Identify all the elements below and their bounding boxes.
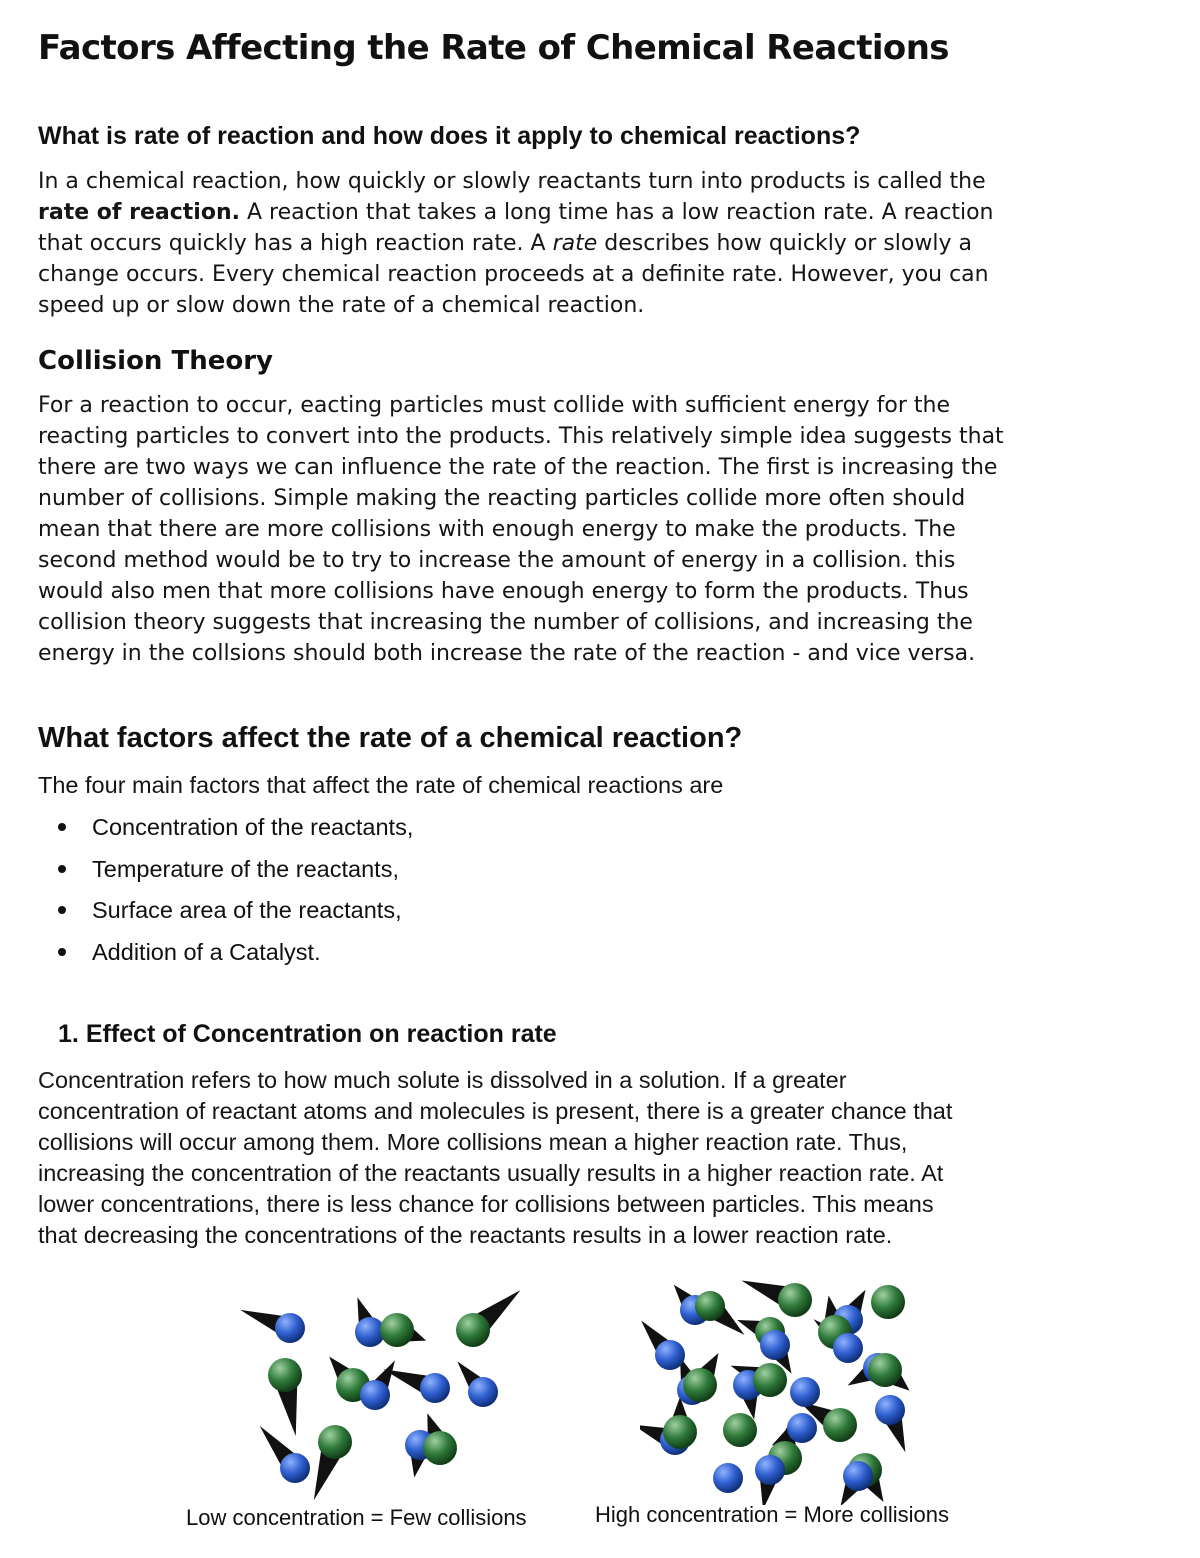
blue-particle <box>713 1463 743 1493</box>
text-line: In a chemical reaction, how quickly or slowly reactants turn into products is called the <box>38 169 986 194</box>
high-concentration-illustration <box>640 1280 930 1505</box>
blue-particle <box>790 1377 820 1407</box>
factors-list <box>58 812 413 978</box>
paragraph-factors-intro <box>38 770 723 801</box>
green-particle <box>663 1415 697 1449</box>
text-line: second method would be to try to increase the amount of energy in a collision. this <box>38 548 956 573</box>
green-particle <box>823 1408 857 1442</box>
text-line: energy in the collsions should both increase the rate of the reaction - and vice versa. <box>38 641 976 666</box>
list-item <box>58 895 413 937</box>
text-line <box>38 197 993 228</box>
green-particle <box>695 1291 725 1321</box>
list-item <box>58 854 413 896</box>
text-fragment: A reaction that takes a long time has a low reaction rate. A reaction <box>247 200 994 225</box>
paragraph-collision-theory <box>38 390 1004 669</box>
list-item <box>58 937 413 979</box>
blue-particle <box>468 1377 498 1407</box>
green-particle <box>318 1425 352 1459</box>
bullet-icon <box>58 906 66 914</box>
list-item-label: Concentration of the reactants, <box>92 814 414 840</box>
green-particle <box>456 1313 490 1347</box>
list-item-label: Addition of a Catalyst. <box>92 938 321 965</box>
section-heading-text: Effect of Concentration on reaction rate <box>85 1020 557 1048</box>
blue-particle <box>843 1461 873 1491</box>
section-heading-collision-theory: Collision Theory <box>38 346 274 376</box>
text-line <box>38 228 993 259</box>
section-heading-concentration <box>58 1020 557 1049</box>
text-line: there are two ways we can influence the rate of the reaction. The first is increasing the <box>38 455 998 480</box>
list-item-label: Temperature of the reactants, <box>92 855 399 882</box>
text-line: increasing the concentration of the reactants usually results in a higher reaction rate. At <box>38 1160 944 1186</box>
green-particle <box>868 1353 902 1387</box>
blue-particle <box>275 1313 305 1343</box>
blue-particle <box>833 1333 863 1363</box>
section-heading-factors: What factors affect the rate of a chemical reaction? <box>38 722 743 754</box>
text-line: that decreasing the concentrations of the reactants results in a lower reaction rate. <box>38 1222 893 1248</box>
section-heading-rate: What is rate of reaction and how does it apply to chemical reactions? <box>38 122 861 150</box>
blue-particle <box>787 1413 817 1443</box>
green-particle <box>683 1368 717 1402</box>
low-concentration-illustration <box>235 1280 535 1500</box>
section-number: 1. <box>58 1020 79 1048</box>
blue-particle <box>280 1453 310 1483</box>
text-fragment: that occurs quickly has a high reaction rate. A <box>38 231 553 256</box>
text-line: Concentration refers to how much solute is dissolved in a solution. If a greater <box>38 1067 847 1093</box>
green-particle <box>723 1413 757 1447</box>
text-line: mean that there are more collisions with enough energy to make the products. The <box>38 517 956 542</box>
blue-particle <box>755 1455 785 1485</box>
italic-term: rate <box>552 231 598 256</box>
green-particle <box>753 1363 787 1397</box>
text-line: number of collisions. Simple making the reacting particles collide more often should <box>38 486 966 511</box>
green-particle <box>778 1283 812 1317</box>
bullet-icon <box>58 823 66 831</box>
blue-particle <box>655 1340 685 1370</box>
green-particle <box>423 1431 457 1465</box>
paragraph-concentration <box>38 1065 952 1251</box>
text-line: reacting particles to convert into the products. This relatively simple idea suggests that <box>38 424 1004 449</box>
blue-particle <box>875 1395 905 1425</box>
text-line: concentration of reactant atoms and molecules is present, there is a greater chance that <box>38 1098 953 1124</box>
green-particle <box>380 1313 414 1347</box>
page-title: Factors Affecting the Rate of Chemical Reactions <box>38 28 949 68</box>
list-item-label: Surface area of the reactants, <box>92 897 402 923</box>
low-concentration-caption: Low concentration = Few collisions <box>186 1505 527 1530</box>
text-line: The four main factors that affect the rate of chemical reactions are <box>38 772 724 798</box>
green-particle <box>871 1285 905 1319</box>
bullet-icon <box>58 865 66 873</box>
paragraph-rate-of-reaction <box>38 166 993 321</box>
list-item <box>58 812 413 854</box>
text-fragment: describes how quickly or slowly a <box>597 231 972 256</box>
text-line: lower concentrations, there is less chance for collisions between particles. This means <box>38 1191 934 1217</box>
text-line: would also men that more collisions have enough energy to form the products. Thus <box>38 579 969 604</box>
high-concentration-caption: High concentration = More collisions <box>595 1502 950 1527</box>
blue-particle <box>760 1330 790 1360</box>
text-line: speed up or slow down the rate of a chemical reaction. <box>38 293 645 318</box>
text-line: collisions will occur among them. More collisions mean a higher reaction rate. Thus, <box>38 1129 908 1155</box>
green-particle <box>268 1358 302 1392</box>
blue-particle <box>360 1380 390 1410</box>
bold-term: rate of reaction. <box>38 200 240 225</box>
blue-particle <box>420 1373 450 1403</box>
text-line: For a reaction to occur, eacting particles must collide with sufficient energy for the <box>38 393 951 418</box>
text-line: collision theory suggests that increasing the number of collisions, and increasing the <box>38 610 973 635</box>
bullet-icon <box>58 948 66 956</box>
text-line: change occurs. Every chemical reaction proceeds at a definite rate. However, you can <box>38 262 989 287</box>
